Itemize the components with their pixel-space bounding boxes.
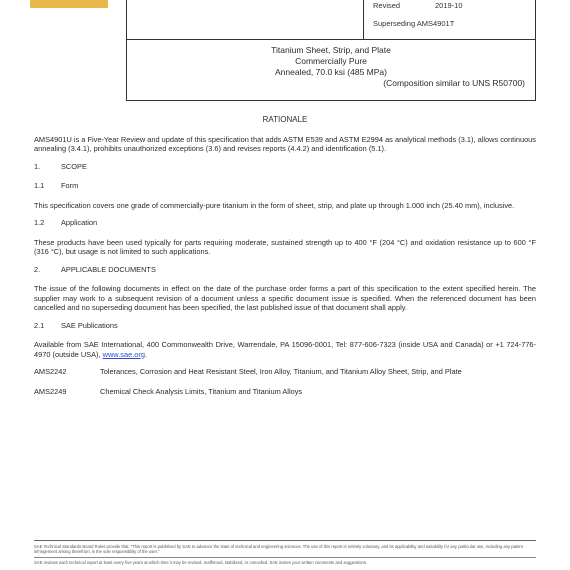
reference-item [34,367,536,377]
paragraph: This specification covers one grade of commercially-pure titanium in the form of sheet, strip, and plate up through 1.000 inch (25.40 mm), inclusive. [34,200,515,210]
revised-label: Revised [373,1,401,10]
reference-code: AMS2249 [34,386,67,396]
footer-line: SAE reviews each technical report at least every five years at which time it may be revised, reaffirmed, stabilized, or cancelled. SAE invites your written comments and suggestions. [34,557,536,565]
document-title [127,45,535,89]
reference-desc: Chemical Check Analysis Limits, Titanium and Titanium Alloys [100,386,303,396]
section-heading: 1.2 Application [34,218,98,227]
paragraph: These products have been used typically for parts requiring moderate, sustained strength up to 400 °F (204 °C) and oxidation resistance up to 600 °F (316 °C), but usage is not limited to such applications. [34,237,536,256]
section-heading: 2.1 SAE Publications [34,320,118,330]
reference-code: AMS2242 [34,367,67,376]
title-line: Titanium Sheet, Strip, and Plate [271,45,391,55]
section-heading: 1. SCOPE [34,161,87,171]
sae-link[interactable]: www.sae.org [102,349,145,359]
section-heading: 1.1 Form [34,181,79,190]
footer-notice [34,540,536,566]
reference-desc: Tolerances, Corrosion and Heat Resistant Steel, Iron Alloy, Titanium, and Titanium Alloy Sheet, Strip, and Plate [100,367,462,376]
document-body [34,115,536,406]
rationale-text: AMS4901U is a Five-Year Review and update of this specification that adds ASTM E539 and ASTM E2994 as analytical methods (3.1), allows continuous annealing (3.4.1), prohibits unauthorized exceptions (3.6) and revises reports (4.4.2) and identification (5.1). [34,134,536,153]
revised-date: 2019-10 [435,1,463,10]
title-line: Annealed, 70.0 ksi (485 MPa) [275,67,387,77]
composition-note: (Composition similar to UNS R50700) [383,78,525,88]
superseding-note: Superseding AMS4901T [373,19,455,28]
paragraph: The issue of the following documents in effect on the date of the purchase order forms a part of this specification to the extent specified herein. The supplier may work to a subsequent revision of a document unless a specific document issue is specified. When the referenced document has been cancelled and no superseding document has been specified, the last published issue of that document shall apply. [34,284,536,312]
sae-logo [30,0,108,8]
reference-item [34,387,536,397]
document-header [126,0,536,101]
paragraph: Available from SAE International, 400 Commonwealth Drive, Warrendale, PA 15096-0001, Tel: 877-606-7323 (inside USA and Canada) or +1 724-776-4970 (outside USA), www.sae.org. [34,340,536,359]
header-divider [127,39,535,40]
footer-line: SAE Technical Standards Board Rules provide that: "This report is published by SAE to advance the state of technical and engineering sciences. The use of this report is entirely voluntary, and its applicability and suitability for any particular use, including any patent infringement arising therefrom, is the sole responsibility of the user." [34,544,523,555]
title-line: Commercially Pure [295,56,367,66]
rationale-heading: RATIONALE [262,115,308,124]
section-heading: 2. APPLICABLE DOCUMENTS [34,264,156,274]
header-divider-vertical [363,0,364,39]
